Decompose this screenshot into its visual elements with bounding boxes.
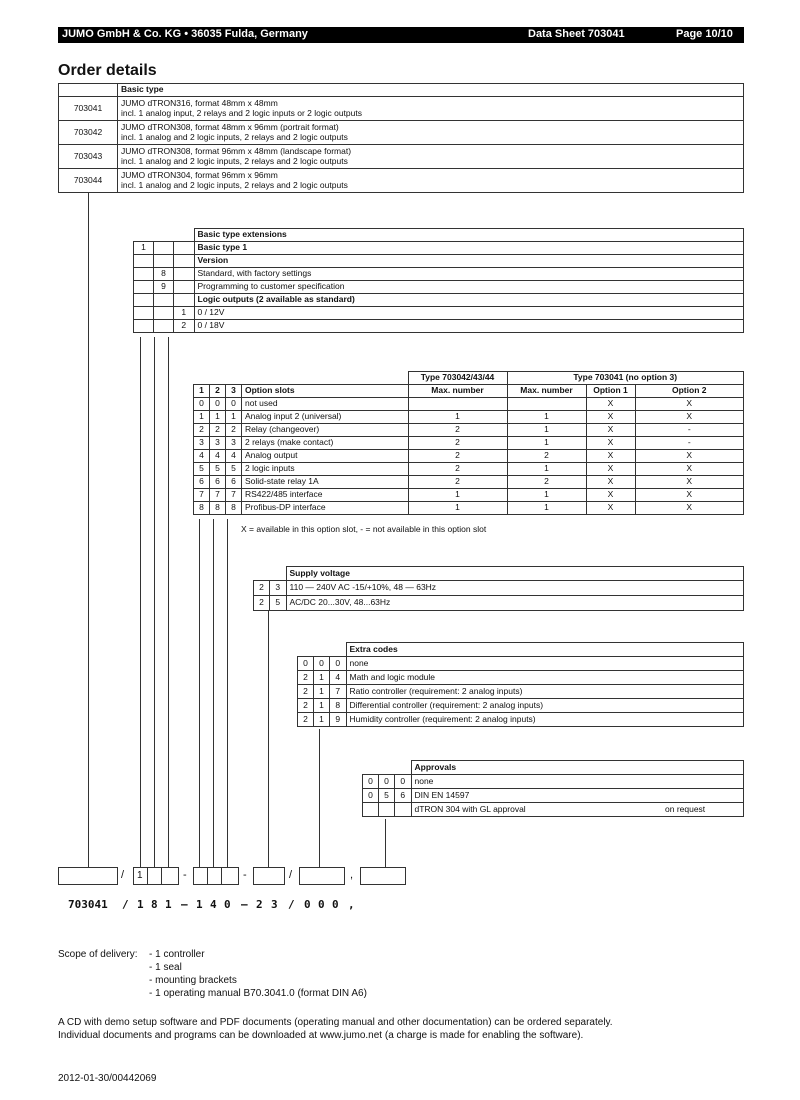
footer-note: A CD with demo setup software and PDF documents (operating manual and other documentation) can be ordered separately. <box>58 1017 613 1028</box>
supply-table <box>253 566 744 611</box>
supply-heading: Supply voltage <box>286 567 744 581</box>
col-head: 3 <box>226 385 242 398</box>
approvals-table <box>362 760 744 817</box>
header-datasheet: Data Sheet 703041 <box>528 28 625 40</box>
connector-line <box>154 337 155 867</box>
order-box-supply[interactable] <box>253 867 285 885</box>
connector-line <box>227 519 228 867</box>
ext-logic-1: 0 / 12V <box>194 307 744 320</box>
example-code-part: 703041 <box>68 898 108 911</box>
table-row: 1 1 1 Analog input 2 (universal) 1 1 X X <box>194 411 744 424</box>
table-row: 3 3 3 2 relays (make contact) 2 1 X - <box>194 437 744 450</box>
table-row: 7 7 7 RS422/485 interface 1 1 X X <box>194 489 744 502</box>
extensions-table <box>133 228 744 333</box>
table-row: 2 1 9 Humidity controller (requirement: 2 analog inputs) <box>298 713 744 727</box>
table-row: 2 1 4 Math and logic module <box>298 671 744 685</box>
table-row: 2 2 2 Relay (changeover) 2 1 X - <box>194 424 744 437</box>
ext-version-9: Programming to customer specification <box>194 281 744 294</box>
ext-version-heading: Version <box>194 255 744 268</box>
table-row: 2 1 7 Ratio controller (requirement: 2 analog inputs) <box>298 685 744 699</box>
connector-line <box>319 729 320 867</box>
order-separator: - <box>243 869 247 881</box>
code-cell: 8 <box>154 268 174 281</box>
table-row: 5 5 5 2 logic inputs 2 1 X X <box>194 463 744 476</box>
example-code-part: 0 <box>332 898 339 911</box>
page-title: Order details <box>58 62 157 79</box>
example-code-part: 1 <box>137 898 144 911</box>
document-id: 2012-01-30/00442069 <box>58 1073 157 1084</box>
example-code-part: 8 <box>151 898 158 911</box>
basic-type-desc: JUMO dTRON304, format 96mm x 96mm incl. 1 analog and 2 logic inputs, 2 relays and 2 logic outputs <box>118 169 744 193</box>
header-bar <box>58 27 744 43</box>
order-box-approvals[interactable] <box>360 867 406 885</box>
code-cell: 1 <box>174 307 195 320</box>
approvals-heading: Approvals <box>411 761 744 775</box>
basic-type-desc: JUMO dTRON308, format 96mm x 48mm (landscape format) incl. 1 analog and 2 logic inputs, 2 relays and 2 logic outputs <box>118 145 744 169</box>
col-head: Max. number <box>408 385 507 398</box>
code-cell: 9 <box>154 281 174 294</box>
connector-line <box>268 610 269 867</box>
type-a-heading: Type 703042/43/44 <box>408 372 507 385</box>
connector-line <box>168 337 169 867</box>
example-code-part: , <box>348 898 355 911</box>
col-head: 1 <box>194 385 210 398</box>
scope-item: - 1 operating manual B70.3041.0 (format DIN A6) <box>149 988 367 999</box>
example-code-part: 4 <box>210 898 217 911</box>
example-code-part: 1 <box>165 898 172 911</box>
scope-item: - 1 controller <box>149 949 205 960</box>
table-row: 2 5 AC/DC 20...30V, 48...63Hz <box>254 596 744 611</box>
extensions-heading: Basic type extensions <box>194 229 744 242</box>
extra-codes-table <box>297 642 744 727</box>
table-row: 0 0 0 not used X X <box>194 398 744 411</box>
table-row: 4 4 4 Analog output 2 2 X X <box>194 450 744 463</box>
col-head: Max. number <box>507 385 586 398</box>
code-cell: 1 <box>134 242 154 255</box>
basic-type-code: 703042 <box>59 121 118 145</box>
basic-type-desc: JUMO dTRON316, format 48mm x 48mm incl. 1 analog input, 2 relays and 2 logic inputs or 2 logic outputs <box>118 97 744 121</box>
connector-line <box>199 519 200 867</box>
basic-type-code: 703043 <box>59 145 118 169</box>
col-head: Option slots <box>242 385 409 398</box>
header-page: Page 10/10 <box>676 28 733 40</box>
col-head: Option 1 <box>586 385 635 398</box>
scope-label: Scope of delivery: <box>58 949 138 960</box>
example-code-part: – <box>181 898 188 911</box>
extra-heading: Extra codes <box>346 643 744 657</box>
footer-note: Individual documents and programs can be downloaded at www.jumo.net (a charge is made for enabling the software). <box>58 1030 584 1041</box>
order-separator: - <box>183 869 187 881</box>
example-code-part: 0 <box>224 898 231 911</box>
example-code-part: 0 <box>304 898 311 911</box>
order-separator: / <box>289 869 293 881</box>
order-box-basic-type[interactable] <box>58 867 118 885</box>
basic-type-code: 703041 <box>59 97 118 121</box>
connector-line <box>140 337 141 867</box>
example-code-part: – <box>241 898 248 911</box>
order-box-value: 1 <box>137 870 143 881</box>
connector-line <box>88 193 89 867</box>
example-code-part: 0 <box>318 898 325 911</box>
table-row: 0 5 6 DIN EN 14597 <box>363 789 744 803</box>
code-cell: 2 <box>174 320 195 333</box>
table-row: 2 1 8 Differential controller (requirement: 2 analog inputs) <box>298 699 744 713</box>
table-row: 6 6 6 Solid-state relay 1A 2 2 X X <box>194 476 744 489</box>
order-separator: / <box>121 869 125 881</box>
connector-line <box>385 819 386 867</box>
example-code-part: 2 <box>256 898 263 911</box>
basic-type-heading: Basic type <box>118 84 744 97</box>
order-box-extensions[interactable] <box>133 867 179 885</box>
basic-type-desc: JUMO dTRON308, format 48mm x 96mm (portrait format) incl. 1 analog and 2 logic inputs, 2 relays and 2 logic outputs <box>118 121 744 145</box>
basic-type-code: 703044 <box>59 169 118 193</box>
ext-logic-2: 0 / 18V <box>194 320 744 333</box>
basic-type-table <box>58 83 744 193</box>
order-box-extra[interactable] <box>299 867 345 885</box>
options-note: X = available in this option slot, - = not available in this option slot <box>241 524 487 534</box>
example-code-part: 3 <box>271 898 278 911</box>
table-row: dTRON 304 with GL approval on request <box>363 803 744 817</box>
header-company: JUMO GmbH & Co. KG • 36035 Fulda, Germany <box>62 28 308 40</box>
order-box-options[interactable] <box>193 867 239 885</box>
ext-logic-heading: Logic outputs (2 available as standard) <box>194 294 744 307</box>
table-row: 8 8 8 Profibus-DP interface 1 1 X X <box>194 502 744 515</box>
table-row: 0 0 0 none <box>298 657 744 671</box>
example-code-part: / <box>288 898 295 911</box>
type-b-heading: Type 703041 (no option 3) <box>507 372 744 385</box>
options-table <box>193 371 744 515</box>
table-row: 2 3 110 — 240V AC -15/+10%, 48 — 63Hz <box>254 581 744 596</box>
col-head: 2 <box>210 385 226 398</box>
ext-version-8: Standard, with factory settings <box>194 268 744 281</box>
connector-line <box>213 519 214 867</box>
scope-item: - mounting brackets <box>149 975 237 986</box>
order-separator: , <box>350 869 354 881</box>
ext-basic-type1: Basic type 1 <box>194 242 744 255</box>
table-row: 0 0 0 none <box>363 775 744 789</box>
example-code-part: / <box>122 898 129 911</box>
scope-item: - 1 seal <box>149 962 182 973</box>
example-code-part: 1 <box>196 898 203 911</box>
col-head: Option 2 <box>635 385 744 398</box>
